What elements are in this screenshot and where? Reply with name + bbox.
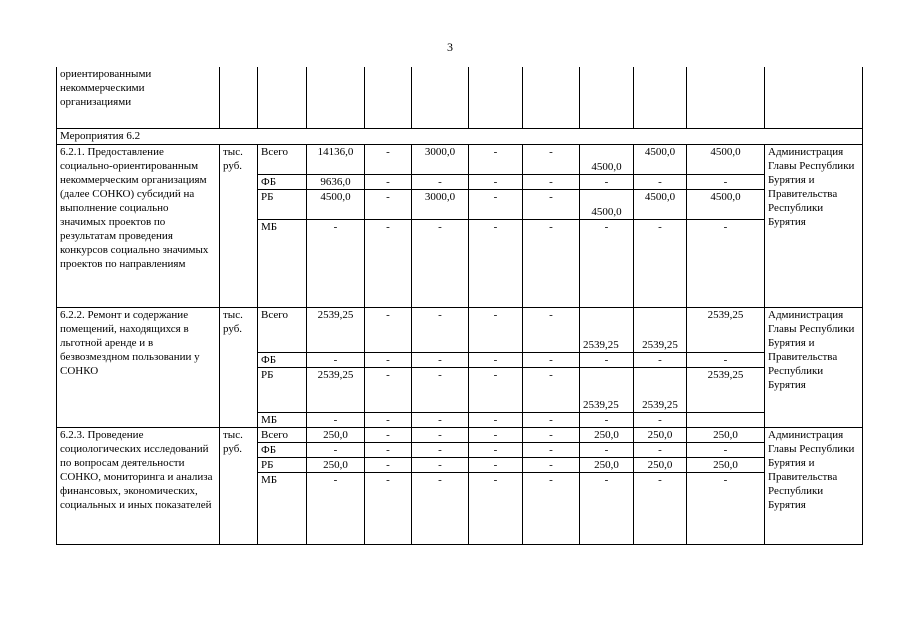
- amount-cell: -: [307, 442, 365, 457]
- amount-cell: 4500,0: [580, 144, 634, 174]
- amount-cell: -: [412, 442, 469, 457]
- amount-cell: -: [365, 472, 412, 544]
- amount-cell: -: [469, 189, 523, 219]
- amount-cell: -: [523, 307, 580, 352]
- budget-table: [56, 67, 863, 545]
- amount-cell: -: [580, 352, 634, 367]
- amount-cell: -: [634, 442, 687, 457]
- amount-cell: -: [580, 174, 634, 189]
- funding-source: Всего: [258, 144, 307, 174]
- amount-cell: -: [365, 427, 412, 442]
- amount-cell: 2539,25: [580, 307, 634, 352]
- amount-cell: 2539,25: [634, 367, 687, 412]
- amount-cell: -: [469, 457, 523, 472]
- amount-cell: -: [365, 144, 412, 174]
- amount-cell: 3000,0: [412, 189, 469, 219]
- funding-source: ФБ: [258, 352, 307, 367]
- amount-cell: -: [580, 472, 634, 544]
- amount-cell: -: [469, 472, 523, 544]
- amount-cell: -: [687, 219, 765, 307]
- amount-cell: 2539,25: [307, 307, 365, 352]
- amount-cell: -: [469, 442, 523, 457]
- continuation-row: [57, 67, 863, 128]
- amount-cell: -: [523, 442, 580, 457]
- unit-label: тыс. руб.: [220, 144, 258, 307]
- amount-cell: -: [523, 174, 580, 189]
- amount-cell: 14136,0: [307, 144, 365, 174]
- amount-cell: -: [523, 144, 580, 174]
- funding-source: МБ: [258, 472, 307, 544]
- amount-cell: -: [469, 307, 523, 352]
- amount-cell: -: [469, 427, 523, 442]
- amount-cell: -: [580, 412, 634, 427]
- amount-cell: -: [412, 457, 469, 472]
- unit-label: тыс. руб.: [220, 307, 258, 427]
- amount-cell: -: [412, 352, 469, 367]
- amount-cell: 250,0: [580, 457, 634, 472]
- amount-cell: 4500,0: [307, 189, 365, 219]
- funding-source: Всего: [258, 427, 307, 442]
- amount-cell: 4500,0: [580, 189, 634, 219]
- responsible-executor: Администрация Главы Республики Бурятия и Правительства Республики Бурятия: [765, 144, 863, 307]
- amount-cell: -: [523, 219, 580, 307]
- amount-cell: -: [469, 367, 523, 412]
- amount-cell: -: [365, 457, 412, 472]
- amount-cell: 250,0: [634, 427, 687, 442]
- amount-cell: -: [307, 472, 365, 544]
- amount-cell: -: [523, 427, 580, 442]
- amount-cell: 250,0: [687, 457, 765, 472]
- amount-cell: -: [469, 144, 523, 174]
- amount-cell: -: [523, 412, 580, 427]
- amount-cell: -: [412, 472, 469, 544]
- amount-cell: -: [687, 442, 765, 457]
- amount-cell: -: [365, 367, 412, 412]
- amount-cell: -: [634, 412, 687, 427]
- amount-cell: 250,0: [687, 427, 765, 442]
- amount-cell: -: [365, 352, 412, 367]
- amount-cell: -: [580, 219, 634, 307]
- amount-cell: 250,0: [307, 427, 365, 442]
- measure-name: 6.2.2. Ремонт и содержание помещений, находящихся в льготной аренде и в безвозмездном пользовании у СОНКО: [57, 307, 220, 427]
- amount-cell: -: [365, 412, 412, 427]
- amount-cell: -: [365, 442, 412, 457]
- amount-cell: -: [523, 472, 580, 544]
- funding-source: РБ: [258, 457, 307, 472]
- page-number: 3: [447, 40, 453, 54]
- amount-cell: 2539,25: [687, 367, 765, 412]
- measure-row: [57, 144, 863, 174]
- amount-cell: -: [469, 352, 523, 367]
- amount-cell: -: [634, 174, 687, 189]
- amount-cell: 4500,0: [634, 144, 687, 174]
- amount-cell: -: [523, 352, 580, 367]
- measure-row: [57, 427, 863, 442]
- amount-cell: -: [580, 442, 634, 457]
- measure-name: 6.2.1. Предоставление социально-ориентированным некоммерческим организациям (далее СОНКО) субсидий на выполнение социально значимых проектов по результатам проведения конкурсов социально значимых проектов по направлениям: [57, 144, 220, 307]
- funding-source: ФБ: [258, 174, 307, 189]
- amount-cell: -: [687, 174, 765, 189]
- measures-body: [57, 144, 863, 544]
- unit-label: тыс. руб.: [220, 427, 258, 544]
- amount-cell: -: [412, 412, 469, 427]
- amount-cell: 4500,0: [687, 144, 765, 174]
- amount-cell: -: [469, 412, 523, 427]
- funding-source: РБ: [258, 367, 307, 412]
- amount-cell: 2539,25: [307, 367, 365, 412]
- amount-cell: -: [634, 352, 687, 367]
- amount-cell: -: [365, 189, 412, 219]
- responsible-executor: Администрация Главы Республики Бурятия и Правительства Республики Бурятия: [765, 307, 863, 427]
- funding-source: Всего: [258, 307, 307, 352]
- amount-cell: -: [412, 174, 469, 189]
- amount-cell: -: [307, 412, 365, 427]
- amount-cell: -: [412, 307, 469, 352]
- amount-cell: 2539,25: [687, 307, 765, 352]
- amount-cell: 250,0: [307, 457, 365, 472]
- amount-cell: -: [523, 367, 580, 412]
- amount-cell: -: [634, 219, 687, 307]
- amount-cell: 250,0: [634, 457, 687, 472]
- amount-cell: -: [307, 219, 365, 307]
- amount-cell: -: [365, 307, 412, 352]
- amount-cell: [687, 412, 765, 427]
- measure-row: [57, 307, 863, 352]
- amount-cell: -: [412, 219, 469, 307]
- amount-cell: -: [687, 472, 765, 544]
- amount-cell: -: [412, 367, 469, 412]
- amount-cell: -: [365, 219, 412, 307]
- amount-cell: -: [412, 427, 469, 442]
- amount-cell: -: [634, 472, 687, 544]
- amount-cell: -: [307, 352, 365, 367]
- amount-cell: 250,0: [580, 427, 634, 442]
- amount-cell: -: [469, 174, 523, 189]
- amount-cell: 9636,0: [307, 174, 365, 189]
- amount-cell: 3000,0: [412, 144, 469, 174]
- funding-source: МБ: [258, 412, 307, 427]
- section-title: Мероприятия 6.2: [57, 128, 863, 144]
- amount-cell: 4500,0: [687, 189, 765, 219]
- funding-source: ФБ: [258, 442, 307, 457]
- amount-cell: 4500,0: [634, 189, 687, 219]
- amount-cell: 2539,25: [580, 367, 634, 412]
- amount-cell: -: [469, 219, 523, 307]
- responsible-executor: Администрация Главы Республики Бурятия и Правительства Республики Бурятия: [765, 427, 863, 544]
- continuation-text: ориентированными некоммерческими организациями: [57, 67, 220, 128]
- section-row: [57, 128, 863, 144]
- amount-cell: 2539,25: [634, 307, 687, 352]
- funding-source: МБ: [258, 219, 307, 307]
- amount-cell: -: [365, 174, 412, 189]
- measure-name: 6.2.3. Проведение социологических исследований по вопросам деятельности СОНКО, мониторинга и анализа финансовых, экономических, социальных и иных показателей: [57, 427, 220, 544]
- funding-source: РБ: [258, 189, 307, 219]
- amount-cell: -: [523, 457, 580, 472]
- amount-cell: -: [523, 189, 580, 219]
- amount-cell: -: [687, 352, 765, 367]
